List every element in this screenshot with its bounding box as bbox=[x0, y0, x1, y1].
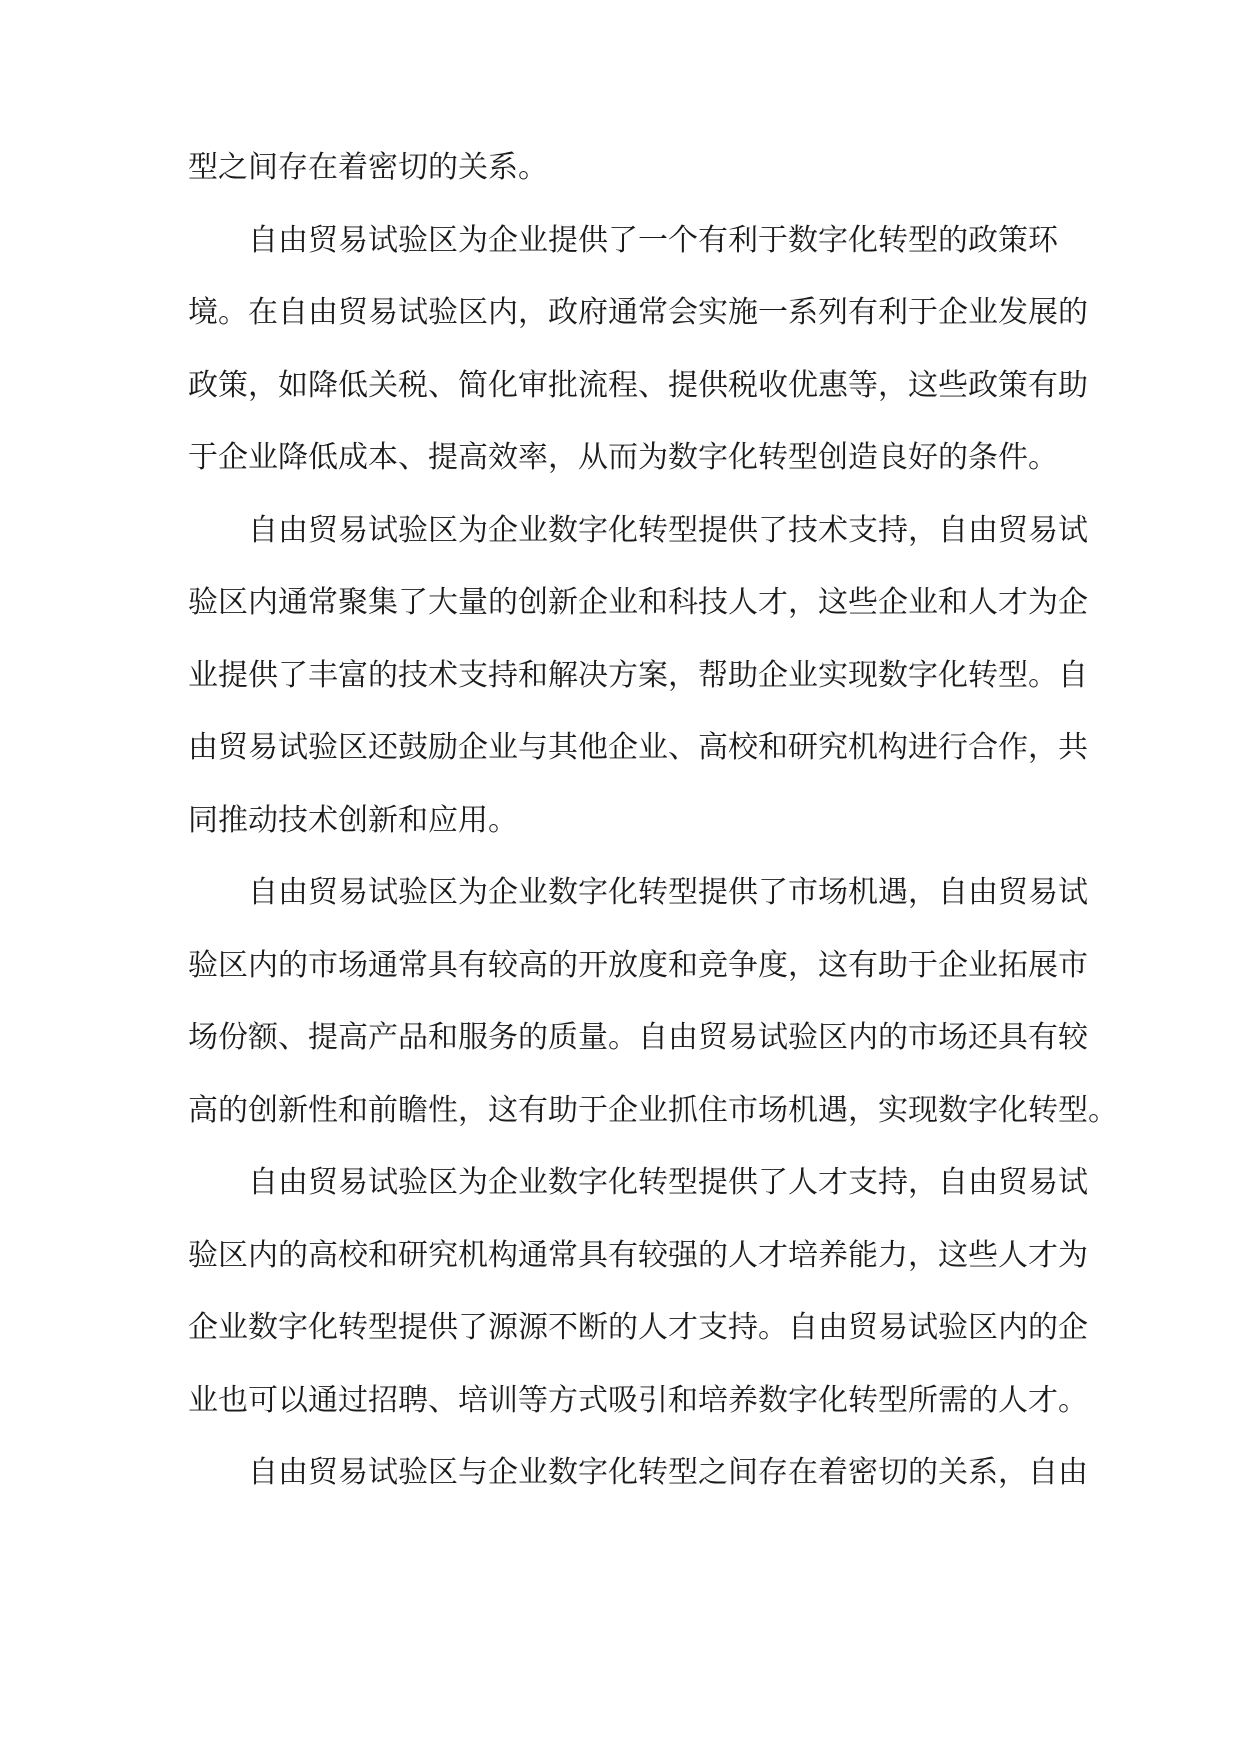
text-line: 验区内的市场通常具有较高的开放度和竞争度，这有助于企业拓展市 bbox=[188, 947, 1088, 983]
text-line: 业提供了丰富的技术支持和解决方案，帮助企业实现数字化转型。自 bbox=[188, 657, 1088, 693]
text-line: 由贸易试验区还鼓励企业与其他企业、高校和研究机构进行合作，共 bbox=[188, 730, 1088, 765]
text-line: 自由贸易试验区为企业数字化转型提供了市场机遇，自由贸易试 bbox=[248, 875, 1088, 910]
text-line: 型之间存在着密切的关系。 bbox=[188, 150, 548, 185]
document-body bbox=[188, 132, 1118, 1510]
text-line: 场份额、提高产品和服务的质量。自由贸易试验区内的市场还具有较 bbox=[188, 1020, 1088, 1055]
paragraph-policy-environment bbox=[188, 205, 1088, 495]
text-line: 自由贸易试验区与企业数字化转型之间存在着密切的关系，自由 bbox=[248, 1455, 1088, 1490]
text-line: 业也可以通过招聘、培训等方式吸引和培养数字化转型所需的人才。 bbox=[188, 1382, 1088, 1418]
text-line: 于企业降低成本、提高效率，从而为数字化转型创造良好的条件。 bbox=[188, 440, 1058, 475]
text-line: 高的创新性和前瞻性，这有助于企业抓住市场机遇，实现数字化转型。 bbox=[188, 1092, 1118, 1128]
paragraph-market-opportunity bbox=[188, 857, 1118, 1147]
text-line: 政策，如降低关税、简化审批流程、提供税收优惠等，这些政策有助 bbox=[188, 367, 1088, 403]
text-line: 自由贸易试验区为企业数字化转型提供了技术支持，自由贸易试 bbox=[248, 512, 1088, 548]
paragraph-technical-support bbox=[188, 495, 1088, 858]
paragraph-continuation bbox=[188, 132, 1056, 205]
paragraph-conclusion-start bbox=[188, 1437, 1088, 1510]
text-line: 企业数字化转型提供了源源不断的人才支持。自由贸易试验区内的企 bbox=[188, 1310, 1088, 1345]
text-line: 同推动技术创新和应用。 bbox=[188, 802, 518, 838]
text-line: 验区内的高校和研究机构通常具有较强的人才培养能力，这些人才为 bbox=[188, 1237, 1088, 1273]
paragraph-talent-support bbox=[188, 1147, 1088, 1437]
text-line: 境。在自由贸易试验区内，政府通常会实施一系列有利于企业发展的 bbox=[188, 295, 1088, 330]
text-line: 验区内通常聚集了大量的创新企业和科技人才，这些企业和人才为企 bbox=[188, 585, 1088, 620]
text-line: 自由贸易试验区为企业数字化转型提供了人才支持，自由贸易试 bbox=[248, 1165, 1088, 1200]
text-line: 自由贸易试验区为企业提供了一个有利于数字化转型的政策环 bbox=[248, 222, 1058, 258]
